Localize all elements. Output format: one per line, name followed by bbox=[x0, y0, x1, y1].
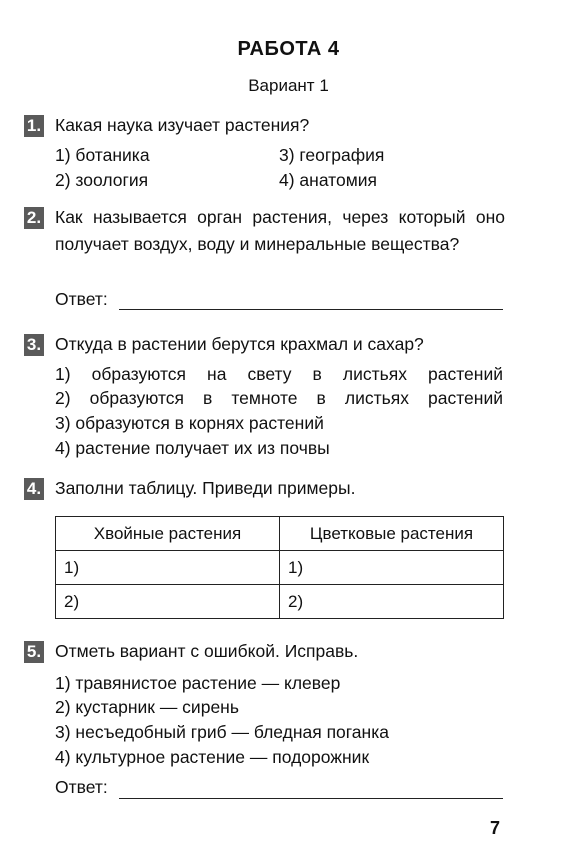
q1-option-2: 2) зоология bbox=[55, 170, 149, 190]
q1-option-3: 3) география bbox=[279, 145, 385, 165]
q5-option-1: 1) травянистое растение — клевер bbox=[55, 673, 341, 693]
table-cell-conifers-2[interactable]: 2) bbox=[56, 585, 280, 619]
question-text-3: Откуда в растении берутся крахмал и сахар? bbox=[55, 334, 424, 354]
q5-option-2: 2) кустарник — сирень bbox=[55, 697, 239, 717]
variant-label: Вариант 1 bbox=[248, 76, 329, 95]
table-header-row bbox=[56, 517, 504, 551]
table-row bbox=[56, 585, 504, 619]
table-header-flowering: Цветковые растения bbox=[280, 517, 504, 551]
q2-answer-line[interactable] bbox=[119, 309, 503, 310]
q5-option-3: 3) несъедобный гриб — бледная поганка bbox=[55, 722, 389, 742]
question-text-5: Отметь вариант с ошибкой. Исправь. bbox=[55, 641, 359, 661]
q5-answer-label: Ответ: bbox=[55, 777, 108, 797]
q5-option-4: 4) культурное растение — подорожник bbox=[55, 747, 370, 767]
q5-answer-line[interactable] bbox=[119, 798, 503, 799]
examples-table bbox=[55, 516, 504, 619]
page-number: 7 bbox=[490, 818, 501, 838]
q3-option-4: 4) растение получает их из почвы bbox=[55, 438, 330, 458]
q1-option-4: 4) анатомия bbox=[279, 170, 378, 190]
q1-option-1: 1) ботаника bbox=[55, 145, 150, 165]
page-title: РАБОТА 4 bbox=[237, 38, 340, 60]
q3-option-2: 2) образуются в темноте в листьях растений bbox=[55, 388, 503, 408]
question-number-1: 1. bbox=[24, 115, 44, 137]
table-cell-flowering-1[interactable]: 1) bbox=[280, 551, 504, 585]
question-text-2: Как называется орган растения, через который оно получает воздух, воду и минеральные вещества? bbox=[55, 207, 505, 254]
q3-option-3: 3) образуются в корнях растений bbox=[55, 413, 324, 433]
table-row bbox=[56, 551, 504, 585]
question-number-5: 5. bbox=[24, 641, 44, 663]
q2-answer-label: Ответ: bbox=[55, 289, 108, 309]
table-cell-conifers-1[interactable]: 1) bbox=[56, 551, 280, 585]
question-number-3: 3. bbox=[24, 334, 44, 356]
q3-option-1: 1) образуются на свету в листьях растений bbox=[55, 364, 503, 384]
question-number-2: 2. bbox=[24, 207, 44, 229]
table-cell-flowering-2[interactable]: 2) bbox=[280, 585, 504, 619]
question-text-1: Какая наука изучает растения? bbox=[55, 115, 310, 135]
table-header-conifers: Хвойные растения bbox=[56, 517, 280, 551]
question-number-4: 4. bbox=[24, 478, 44, 500]
question-text-4: Заполни таблицу. Приведи примеры. bbox=[55, 478, 356, 498]
